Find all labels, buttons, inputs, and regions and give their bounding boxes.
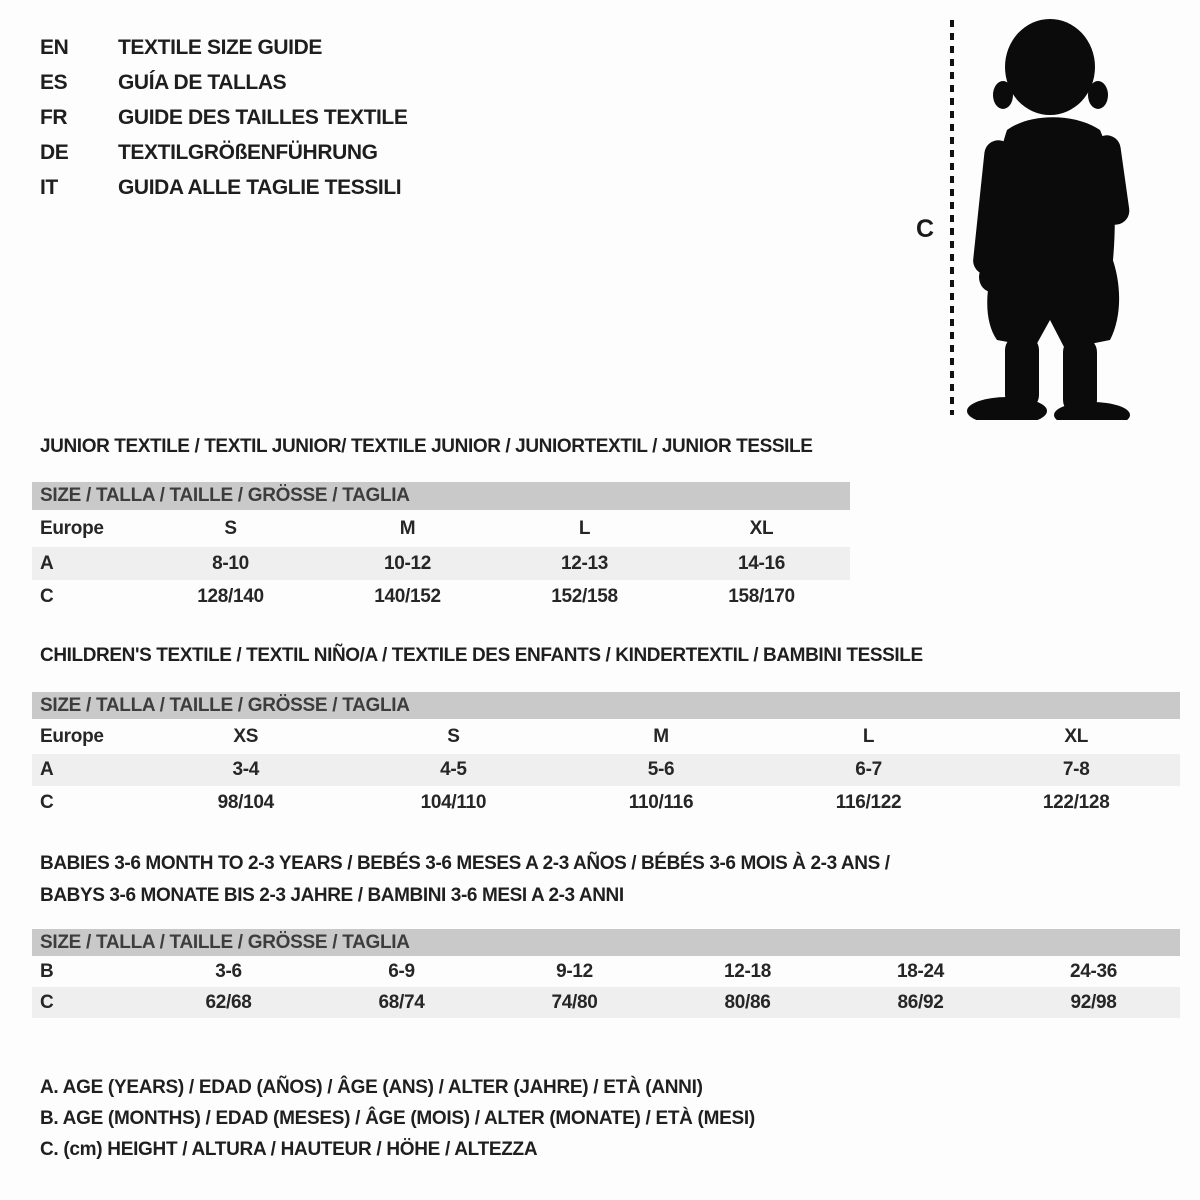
row-label: C <box>40 586 54 607</box>
lang-row-it <box>40 170 407 205</box>
row-label: A <box>32 547 142 580</box>
lang-row-es <box>40 65 407 100</box>
lang-code-fr: FR <box>40 105 68 129</box>
junior-section-title: JUNIOR TEXTILE / TEXTIL JUNIOR/ TEXTILE JUNIOR / JUNIORTEXTIL / JUNIOR TESSILE <box>40 436 813 457</box>
junior-age-row <box>32 547 850 580</box>
size-cell: M <box>399 517 416 539</box>
children-age-row <box>32 754 1180 786</box>
size-header-label: SIZE / TALLA / TAILLE / GRÖSSE / TAGLIA <box>32 929 1180 956</box>
children-height-row <box>32 786 1180 819</box>
lang-row-en <box>40 30 407 65</box>
size-cell: 152/158 <box>551 586 618 607</box>
row-label: C <box>32 987 142 1018</box>
size-cell: S <box>224 517 237 539</box>
size-cell: L <box>862 725 875 747</box>
toddler-silhouette <box>967 19 1131 420</box>
lang-code-es: ES <box>40 70 68 94</box>
children-size-table <box>32 692 1180 819</box>
size-cell: 92/98 <box>1007 987 1180 1018</box>
size-cell: 9-12 <box>556 960 593 982</box>
row-label: B <box>40 960 54 982</box>
size-header-label: SIZE / TALLA / TAILLE / GRÖSSE / TAGLIA <box>32 482 850 510</box>
babies-section-title-line2: BABYS 3-6 MONATE BIS 2-3 JAHRE / BAMBINI 3-6 MESI A 2-3 ANNI <box>40 885 624 906</box>
toddler-silhouette-figure <box>945 15 1145 420</box>
size-cell: 3-6 <box>215 960 242 982</box>
size-cell: 7-8 <box>972 754 1180 786</box>
row-label: Europe <box>40 517 104 539</box>
size-cell: 6-7 <box>765 754 973 786</box>
size-cell: 18-24 <box>896 960 945 982</box>
size-cell: 68/74 <box>315 987 488 1018</box>
legend-line-a: A. AGE (YEARS) / EDAD (AÑOS) / ÂGE (ANS) / ALTER (JAHRE) / ETÀ (ANNI) <box>40 1077 703 1098</box>
size-cell: 122/128 <box>1042 791 1110 813</box>
lang-row-fr <box>40 100 407 135</box>
lang-title-it: GUIDA ALLE TAGLIE TESSILI <box>118 175 402 199</box>
lang-title-fr: GUIDE DES TAILLES TEXTILE <box>118 105 408 129</box>
size-cell: 3-4 <box>142 754 350 786</box>
junior-height-row <box>32 580 850 614</box>
size-cell: 8-10 <box>142 547 319 580</box>
size-cell: 128/140 <box>197 586 264 607</box>
lang-row-de <box>40 135 407 170</box>
junior-size-header-bar <box>32 482 850 510</box>
size-cell: 10-12 <box>319 547 496 580</box>
children-section-title: CHILDREN'S TEXTILE / TEXTIL NIÑO/A / TEXTILE DES ENFANTS / KINDERTEXTIL / BAMBINI TESSILE <box>40 645 923 666</box>
size-cell: 80/86 <box>661 987 834 1018</box>
size-cell: S <box>447 725 460 747</box>
lang-code-it: IT <box>40 175 58 199</box>
size-cell: 86/92 <box>834 987 1007 1018</box>
size-cell: XL <box>749 517 774 539</box>
legend-line-b: B. AGE (MONTHS) / EDAD (MESES) / ÂGE (MOIS) / ALTER (MONATE) / ETÀ (MESI) <box>40 1108 755 1129</box>
size-cell: 6-9 <box>388 960 415 982</box>
junior-size-table <box>32 482 850 614</box>
size-cell: 74/80 <box>488 987 661 1018</box>
lang-title-de: TEXTILGRÖßENFÜHRUNG <box>118 140 378 164</box>
babies-months-row <box>32 956 1180 987</box>
size-cell: 24-36 <box>1069 960 1118 982</box>
size-cell: 62/68 <box>142 987 315 1018</box>
size-cell: 4-5 <box>350 754 558 786</box>
size-cell: 12-13 <box>496 547 673 580</box>
size-cell: 12-18 <box>723 960 772 982</box>
children-europe-row <box>32 719 1180 754</box>
size-cell: 140/152 <box>374 586 441 607</box>
babies-size-header-bar <box>32 929 1180 956</box>
size-cell: XS <box>233 725 259 747</box>
size-cell: 158/170 <box>728 586 795 607</box>
junior-europe-row <box>32 510 850 547</box>
babies-size-table <box>32 929 1180 1018</box>
legend-line-c: C. (cm) HEIGHT / ALTURA / HAUTEUR / HÖHE / ALTEZZA <box>40 1139 538 1160</box>
size-cell: 110/116 <box>628 791 694 813</box>
lang-title-es: GUÍA DE TALLAS <box>118 70 287 94</box>
language-title-list <box>40 30 407 205</box>
children-size-header-bar <box>32 692 1180 719</box>
size-cell: 14-16 <box>673 547 850 580</box>
size-cell: 104/110 <box>420 791 487 813</box>
row-label: A <box>32 754 142 786</box>
lang-code-de: DE <box>40 140 69 164</box>
measurement-legend <box>40 1072 755 1165</box>
size-header-label: SIZE / TALLA / TAILLE / GRÖSSE / TAGLIA <box>32 692 1180 719</box>
lang-title-en: TEXTILE SIZE GUIDE <box>118 35 322 59</box>
babies-section-title-line1: BABIES 3-6 MONTH TO 2-3 YEARS / BEBÉS 3-6 MESES A 2-3 AÑOS / BÉBÉS 3-6 MOIS À 2-3 ANS / <box>40 853 890 874</box>
size-cell: L <box>578 517 591 539</box>
size-cell: M <box>653 725 669 747</box>
row-label: C <box>40 791 54 813</box>
size-cell: XL <box>1064 725 1089 747</box>
babies-height-row <box>32 987 1180 1018</box>
size-cell: 116/122 <box>835 791 902 813</box>
size-cell: 5-6 <box>557 754 765 786</box>
row-label: Europe <box>40 725 104 747</box>
height-measure-label: C <box>916 215 935 243</box>
size-cell: 98/104 <box>217 791 274 813</box>
lang-code-en: EN <box>40 35 69 59</box>
